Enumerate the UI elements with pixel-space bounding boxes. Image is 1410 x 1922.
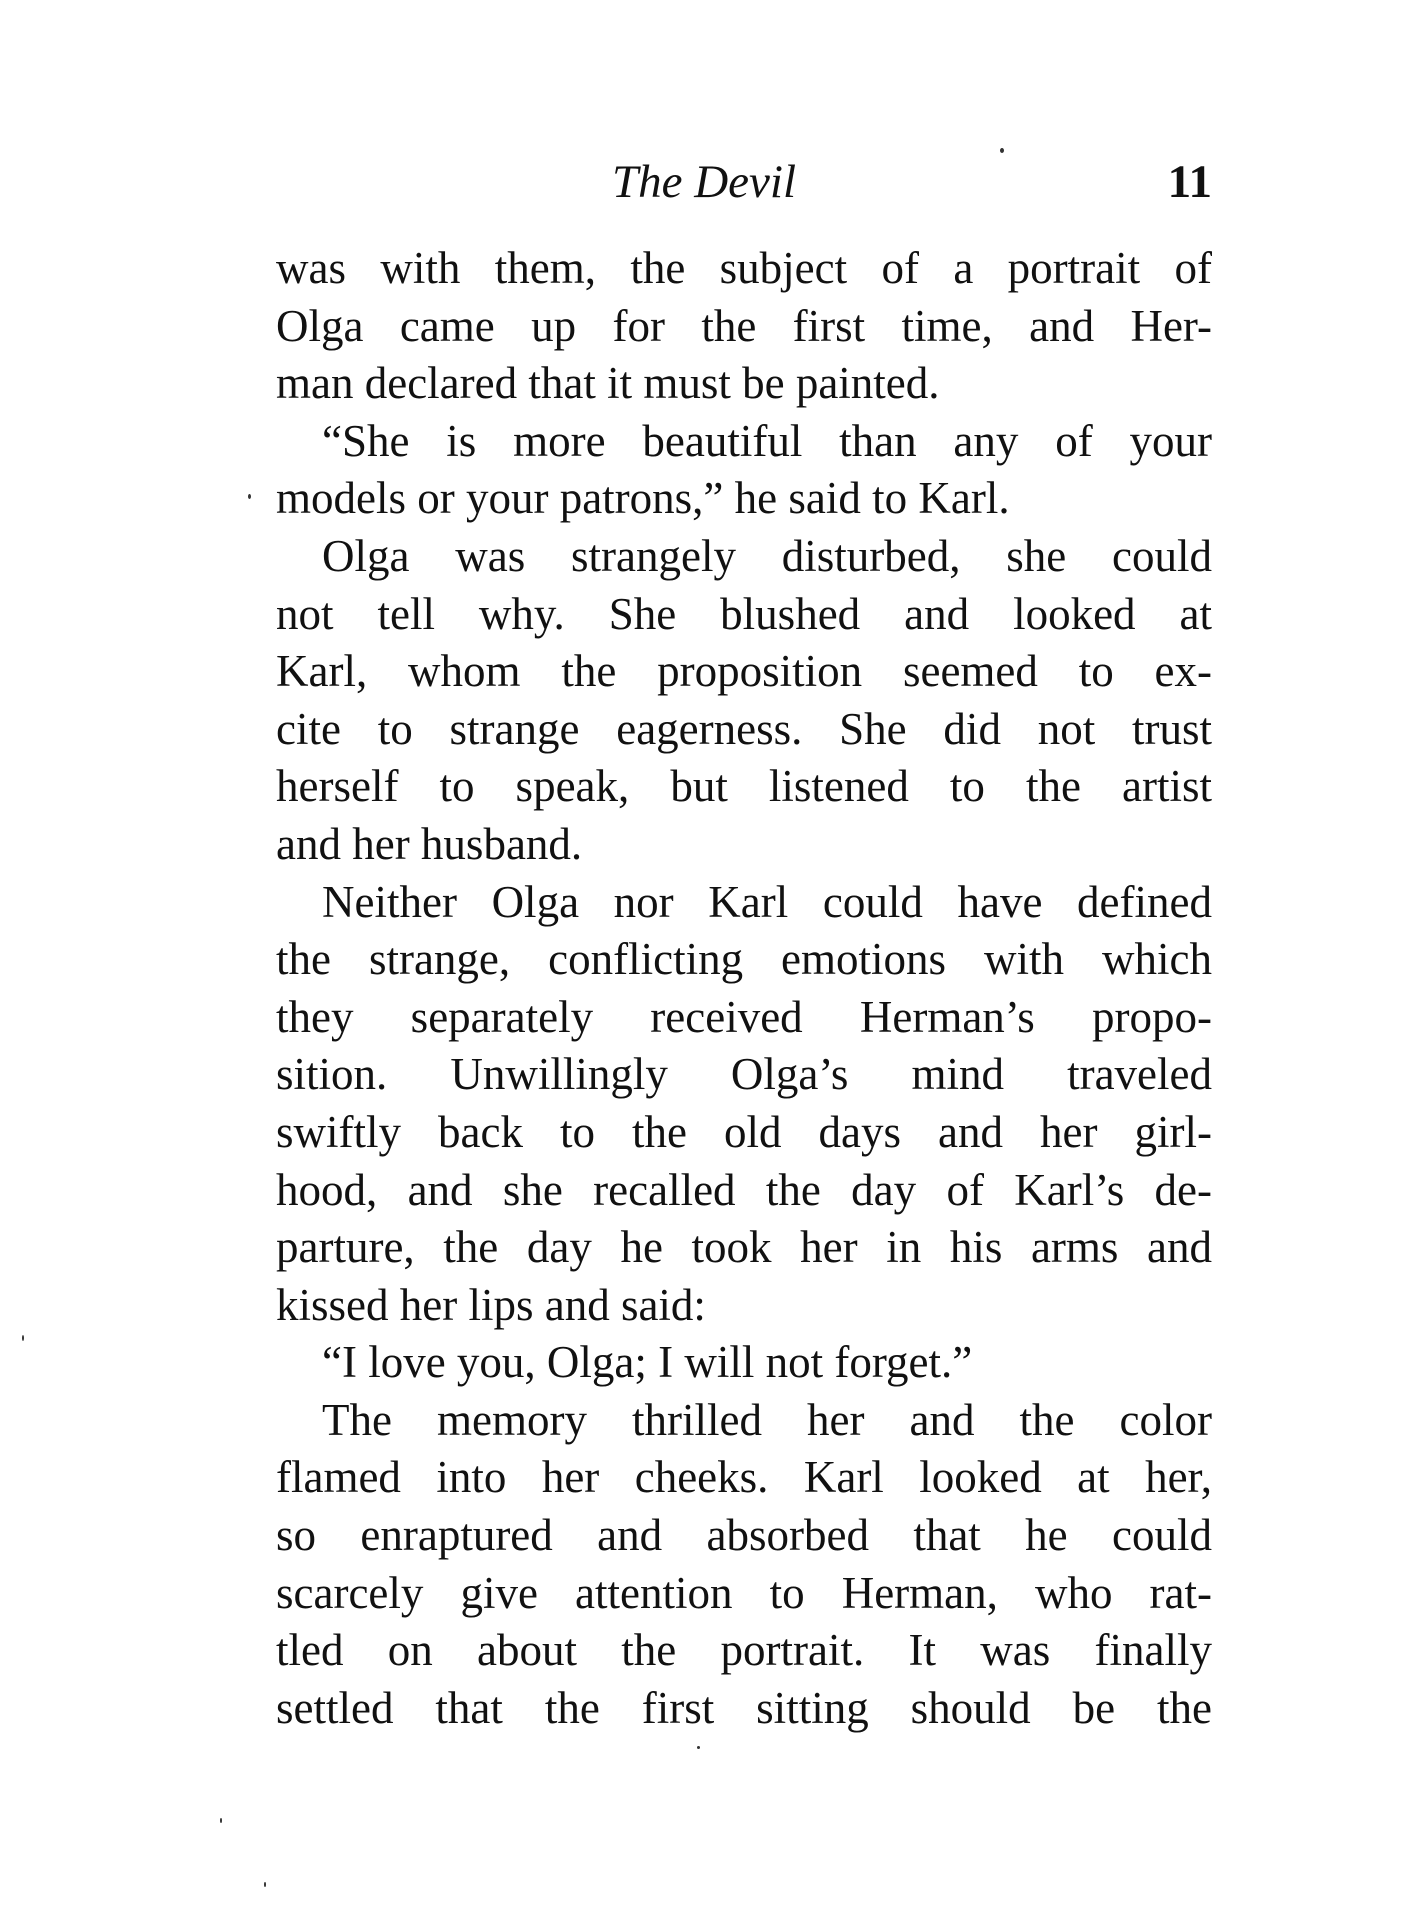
text-line: they separately received Herman’s propo- — [276, 991, 1212, 1042]
scan-speck — [220, 1818, 222, 1823]
running-title: The Devil — [611, 156, 797, 208]
body-text — [276, 240, 1212, 1737]
scan-speck — [22, 1335, 24, 1341]
text-line: not tell why. She blushed and looked at — [276, 588, 1212, 639]
text-line: tled on about the portrait. It was finally — [276, 1625, 1212, 1676]
text-line: hood, and she recalled the day of Karl’s de- — [276, 1164, 1212, 1215]
text-line: flamed into her cheeks. Karl looked at her, — [276, 1452, 1212, 1503]
scan-speck — [264, 1882, 266, 1887]
page-number: 11 — [1167, 156, 1212, 208]
text-line: sition. Unwillingly Olga’s mind traveled — [276, 1049, 1212, 1100]
text-line: “She is more beautiful than any of your — [322, 415, 1212, 466]
text-line: swiftly back to the old days and her girl- — [276, 1106, 1212, 1157]
text-line: Neither Olga nor Karl could have defined — [322, 876, 1212, 927]
text-line: models or your patrons,” he said to Karl. — [276, 473, 1010, 524]
scan-speck — [248, 494, 251, 499]
text-line: Olga came up for the first time, and Her- — [276, 300, 1212, 351]
text-line: was with them, the subject of a portrait of — [276, 243, 1212, 293]
text-line: The memory thrilled her and the color — [322, 1394, 1212, 1445]
text-line: settled that the first sitting should be the — [276, 1682, 1212, 1733]
scan-speck — [697, 1746, 700, 1749]
text-line: Karl, whom the proposition seemed to ex- — [276, 646, 1212, 697]
text-line: and her husband. — [276, 818, 583, 869]
text-line: cite to strange eagerness. She did not trust — [276, 703, 1212, 754]
scan-speck — [1000, 148, 1004, 153]
text-line: the strange, conflicting emotions with which — [276, 934, 1212, 985]
text-line: scarcely give attention to Herman, who rat- — [276, 1567, 1212, 1618]
text-line: kissed her lips and said: — [276, 1279, 706, 1330]
text-line: “I love you, Olga; I will not forget.” — [322, 1337, 973, 1388]
text-line: Olga was strangely disturbed, she could — [322, 530, 1212, 581]
page-header — [276, 152, 1212, 212]
text-line: man declared that it must be painted. — [276, 358, 940, 409]
text-line: parture, the day he took her in his arms and — [276, 1222, 1212, 1273]
text-line: herself to speak, but listened to the artist — [276, 761, 1212, 812]
text-line: so enraptured and absorbed that he could — [276, 1510, 1212, 1561]
